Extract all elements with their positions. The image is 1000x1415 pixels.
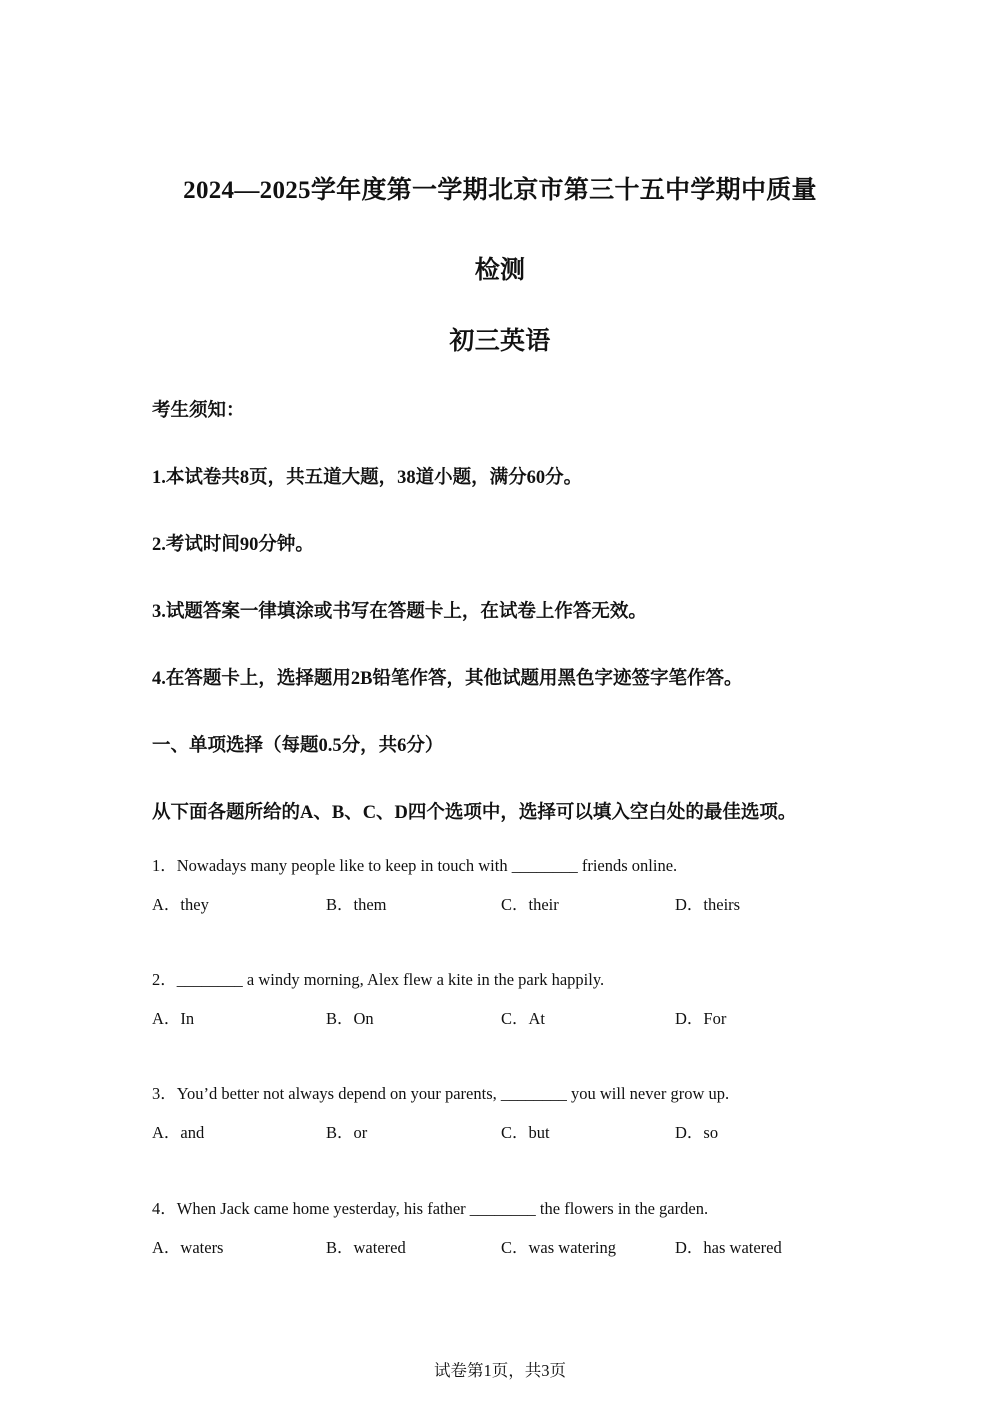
option-c: C．their xyxy=(501,895,559,914)
option-d: D．has watered xyxy=(675,1238,782,1257)
question-options xyxy=(152,1119,852,1143)
notice-heading: 考生须知： xyxy=(152,401,245,421)
question-stem: 3．You’d better not always depend on your parents, ________ you will never grow up. xyxy=(152,1084,730,1103)
notice-item: 3.试题答案一律填涂或书写在答题卡上，在试卷上作答无效。 xyxy=(152,602,647,622)
option-b: B．watered xyxy=(326,1238,406,1257)
option-c: C．At xyxy=(501,1009,546,1028)
option-a: A．waters xyxy=(152,1238,224,1257)
exam-subject: 初三英语 xyxy=(449,328,551,355)
option-c: C．was watering xyxy=(501,1238,617,1257)
option-d: D．so xyxy=(675,1123,719,1142)
exam-title: 2024—2025学年度第一学期北京市第三十五中学期中质量 xyxy=(183,177,817,204)
question-options xyxy=(152,1234,852,1258)
option-b: B．them xyxy=(326,895,387,914)
question-stem: 1．Nowadays many people like to keep in touch with ________ friends online. xyxy=(152,856,678,875)
section-instruction: 从下面各题所给的A、B、C、D四个选项中，选择可以填入空白处的最佳选项。 xyxy=(152,803,797,823)
question-stem: 2．________ a windy morning, Alex flew a kite in the park happily. xyxy=(152,970,605,989)
question-options xyxy=(152,1005,852,1029)
page-footer: 试卷第1页，共3页 xyxy=(434,1361,566,1380)
notice-item: 2.考试时间90分钟。 xyxy=(152,535,314,555)
exam-title-continued: 检测 xyxy=(474,257,526,284)
question-options xyxy=(152,891,852,915)
notice-item: 1.本试卷共8页，共五道大题，38道小题，满分60分。 xyxy=(152,468,583,488)
option-d: D．For xyxy=(675,1009,727,1028)
option-b: B．On xyxy=(326,1009,374,1028)
option-a: A．In xyxy=(152,1009,195,1028)
question-stem: 4．When Jack came home yesterday, his father ________ the flowers in the garden. xyxy=(152,1199,709,1218)
option-b: B．or xyxy=(326,1123,368,1142)
option-a: A．they xyxy=(152,895,209,914)
option-c: C．but xyxy=(501,1123,550,1142)
option-a: A．and xyxy=(152,1123,205,1142)
section-heading: 一、单项选择（每题0.5分，共6分） xyxy=(152,736,444,756)
notice-item: 4.在答题卡上，选择题用2B铅笔作答，其他试题用黑色字迹签字笔作答。 xyxy=(152,669,743,689)
option-d: D．theirs xyxy=(675,895,741,914)
